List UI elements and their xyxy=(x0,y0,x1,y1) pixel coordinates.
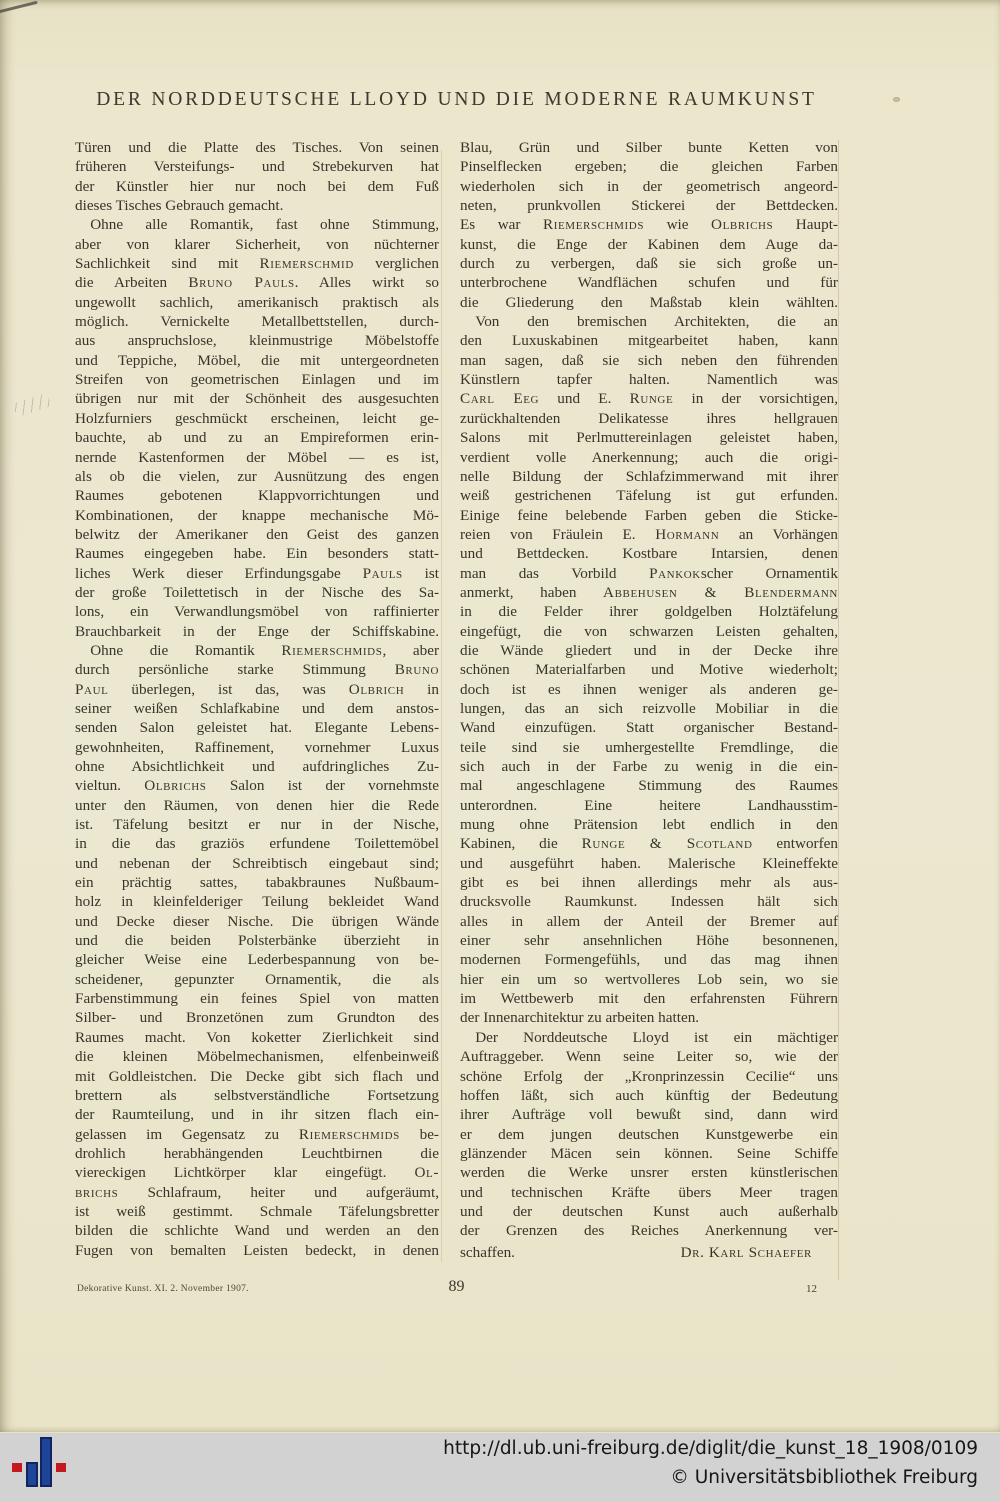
text-line: vieltun. Olbrichs Salon ist der vornehmste xyxy=(75,777,439,795)
text-line: ist. Täfelung besitzt er nur in der Nische, xyxy=(75,816,439,834)
text-line: der Raumteilung, und in ihr sitzen flach ein- xyxy=(75,1106,439,1124)
text-line: gibt es bei ihnen allerdings mehr als aus- xyxy=(460,874,838,892)
text-line: im Wettbewerb mit den erfahrensten Führern xyxy=(460,990,838,1008)
small-caps-name: Dr. Karl Schaefer xyxy=(680,1244,812,1261)
text-line: die kleinen Möbelmechanismen, elfenbeinweiß xyxy=(75,1048,439,1066)
logo-blue-bar-medium xyxy=(26,1462,38,1487)
small-caps-name: Riemerschmid xyxy=(259,255,354,273)
small-caps-name: Runge & Scotland xyxy=(581,835,753,853)
text-line: in die Felder ihrer goldgelben Holztäfelung xyxy=(460,603,838,621)
signature-text: schaffen. xyxy=(460,1244,515,1261)
text-line: und Teppiche, Möbel, die mit untergeordneten xyxy=(75,351,439,369)
text-line: schöne Erfolg der „Kronprinzessin Cecilie“ uns xyxy=(460,1067,838,1085)
text-line: drohlich herabhängenden Leuchtbirnen die xyxy=(75,1144,439,1162)
text-line: die Wände gliedert und in der Decke ihre xyxy=(460,641,838,659)
text-line: hier ein um so wertvolleres Lob sein, wo sie xyxy=(460,970,838,988)
text-line: werden die Werke unsrer ersten künstlerischen xyxy=(460,1164,838,1182)
text-line: und nebenan der Schreibtisch eingebaut sind; xyxy=(75,854,439,872)
text-line: Sachlichkeit sind mit Riemerschmid verglichen xyxy=(75,255,439,273)
small-caps-name: Bruno Pauls xyxy=(188,274,295,292)
small-caps-name: Hormann xyxy=(655,525,720,543)
copyright-notice: © Universitätsbibliothek Freiburg xyxy=(670,1467,978,1488)
text-line: unter den Räumen, von denen hier die Rede xyxy=(75,796,439,814)
text-line: Auftraggeber. Wenn seine Leiter so, wie der xyxy=(460,1048,838,1066)
page-title: DER NORDDEUTSCHE LLOYD UND DIE MODERNE RAUMKUNST xyxy=(96,89,817,110)
text-line: der Grenzen des Reiches Anerkennung ver- xyxy=(460,1222,838,1240)
text-line: in die das graziös erfundene Toilettemöbel xyxy=(75,835,439,853)
text-line: belwitz der Amerikaner den Geist des ganzen xyxy=(75,525,439,543)
text-line: Ohne alle Romantik, fast ohne Stimmung, xyxy=(75,216,439,234)
viewer-info-bar xyxy=(0,1432,1000,1502)
text-line: brichs Schlafraum, heiter und aufgeräumt, xyxy=(75,1183,439,1201)
text-line: Raumes macht. Von koketter Zierlichkeit sind xyxy=(75,1028,439,1046)
text-line: und Decke dieser Nische. Die übrigen Wände xyxy=(75,912,439,930)
pencil-mark-artifact xyxy=(13,393,52,417)
text-line: durch persönliche starke Stimmung Bruno xyxy=(75,661,439,679)
text-line: der Innenarchitektur zu arbeiten hatten. xyxy=(460,1009,700,1027)
text-line: wiederholen sich in der geometrisch angeord- xyxy=(460,177,838,195)
small-caps-name: Riemerschmids xyxy=(298,1125,400,1143)
small-caps-name: Pankok xyxy=(649,564,701,582)
text-line: drucksvolle Raumkunst. Indessen hält sich xyxy=(460,893,838,911)
text-line: kunst, die Enge der Kabinen dem Auge da- xyxy=(460,235,838,253)
small-caps-name: Pauls xyxy=(362,564,403,582)
text-line: ein prächtig sattes, tabakbraunes Nußbaum- xyxy=(75,874,439,892)
text-line: brettern als selbstverständliche Fortsetzung xyxy=(75,1086,439,1104)
text-line: Ohne die Romantik Riemerschmids, aber xyxy=(75,641,439,659)
text-line: weiß gestrichenen Täfelung ist gut erfunden. xyxy=(460,487,838,505)
small-caps-name: Paul xyxy=(75,680,109,698)
text-line: Salons mit Perlmuttereinlagen geleistet haben, xyxy=(460,429,838,447)
text-line: teile sind sie umhergestellte Fremdlinge, die xyxy=(460,738,838,756)
text-line: und technischen Kräfte übers Meer tragen xyxy=(460,1183,838,1201)
text-line: Kombinationen, der knappe mechanische Mö- xyxy=(75,506,439,524)
small-caps-name: brichs xyxy=(75,1183,119,1201)
text-line: Von den bremischen Architekten, die an xyxy=(460,313,838,331)
small-caps-name: Bruno xyxy=(394,661,439,679)
text-line: verdient volle Anerkennung; auch die origi- xyxy=(460,448,838,466)
text-line: Farbenstimmung ein feines Spiel von matten xyxy=(75,990,439,1008)
text-line: und die beiden Polsterbänke überzieht in xyxy=(75,932,439,950)
journal-imprint: Dekorative Kunst. XI. 2. November 1907. xyxy=(77,1284,249,1294)
text-line: Einige feine belebende Farben geben die Sticke- xyxy=(460,506,838,524)
small-caps-name: Runge xyxy=(629,390,674,408)
text-line: ist weiß gestimmt. Schmale Täfelungsbretter xyxy=(75,1202,439,1220)
text-line: mit Goldleistchen. Die Decke gibt sich flach und xyxy=(75,1067,439,1085)
text-line: schönen Materialfarben und Motive wiederholt; xyxy=(460,661,838,679)
text-line: seiner weißen Schlafkabine und dem anstos- xyxy=(75,699,439,717)
text-line: Holzfurniers geschmückt erscheinen, leicht ge- xyxy=(75,409,439,427)
text-line: Pinselflecken ergeben; die gleichen Farben xyxy=(460,158,838,176)
text-line: ungewollt sachlich, amerikanisch praktisch als xyxy=(75,293,439,311)
text-line: anmerkt, haben Abbehusen & Blendermann xyxy=(460,583,838,601)
paper-speck-artifact xyxy=(893,97,900,102)
text-line: eingefügt, die von schwarzen Leisten gehalten, xyxy=(460,622,838,640)
text-line: der große Toilettetisch in der Nische des Sa- xyxy=(75,583,439,601)
logo-red-square-right xyxy=(56,1463,66,1472)
text-line: ohne Absichtlichkeit und aufdringliches Zu- xyxy=(75,758,439,775)
text-line: Kabinen, die Runge & Scotland entworfen xyxy=(460,835,838,853)
text-line: unterordnen. Eine heitere Landhausstim- xyxy=(460,796,838,814)
text-line: reien von Fräulein E. Hormann an Vorhängen xyxy=(460,525,839,543)
text-line: hoffen läßt, sich auch künftig der Bedeutung xyxy=(460,1086,838,1104)
text-line: Paul überlegen, ist das, was Olbrich in xyxy=(75,680,439,698)
text-line: Es war Riemerschmids wie Olbrichs Haupt- xyxy=(460,216,838,234)
text-line: viereckigen Lichtkörper klar eingefügt. Ol- xyxy=(75,1164,439,1182)
text-line: die Gliederung den Maßstab klein wählten. xyxy=(460,293,838,311)
text-line: der Künstler hier nur noch bei dem Fuß xyxy=(75,177,439,195)
small-caps-name: Olbrichs xyxy=(711,216,774,234)
article-signature xyxy=(460,1243,838,1262)
text-line: ihrer Aufträge voll bewußt sind, dann wird xyxy=(460,1106,838,1124)
text-line: Türen und die Platte des Tisches. Von seinen xyxy=(75,139,439,156)
text-line: scheidener, gepunzter Ornamentik, die als xyxy=(75,970,439,988)
sheet-number: 12 xyxy=(806,1283,817,1295)
scan-crease-artifact xyxy=(0,1,38,15)
text-line: früheren Versteifungs- und Strebekurven hat xyxy=(75,158,439,176)
small-caps-name: Riemerschmids xyxy=(281,641,383,659)
text-line: Raumes gebotenen Klappvorrichtungen und xyxy=(75,487,439,505)
small-caps-name: Riemerschmids xyxy=(543,216,645,234)
text-line: Silber- und Bronzetönen zum Grundton des xyxy=(75,1009,439,1027)
text-line: und der deutschen Kunst auch außerhalb xyxy=(460,1202,838,1220)
text-line: durch zu verbergen, daß sie sich große un- xyxy=(460,255,838,273)
text-line: bauchte, ab und zu an Empireformen erin- xyxy=(75,429,439,447)
small-caps-name: Abbehusen & Blendermann xyxy=(603,583,838,601)
text-line: nelle Bildung der Schlafzimmerwand mit ihrer xyxy=(460,467,838,485)
text-line: modernen Formengefühls, und das mag ihnen xyxy=(460,951,838,969)
ub-freiburg-logo-icon xyxy=(0,1433,70,1502)
author-name xyxy=(681,1243,838,1262)
text-line: bilden die schlichte Wand und werden an den xyxy=(75,1222,439,1240)
text-line: Carl Eeg und E. Runge in der vorsichtigen, xyxy=(460,390,838,408)
text-line: Künstlern tapfer halten. Namentlich was xyxy=(460,371,838,389)
text-line: zurückhaltenden Delikatesse ihres hellgrauen xyxy=(460,409,838,427)
text-line: und Bettdecken. Kostbare Intarsien, denen xyxy=(460,545,838,563)
text-line: gelassen im Gegensatz zu Riemerschmids be- xyxy=(75,1125,439,1143)
text-line: den Luxuskabinen mitgearbeitet haben, kann xyxy=(460,332,838,350)
text-line: man das Vorbild Pankokscher Ornamentik xyxy=(460,564,838,582)
text-line: nernde Kastenformen der Möbel — es ist, xyxy=(75,448,439,466)
text-line: Fugen von bemalten Leisten bedeckt, in denen xyxy=(75,1241,439,1259)
text-line: unterbrochene Wandflächen schufen und für xyxy=(460,274,838,292)
text-line: die Arbeiten Bruno Pauls. Alles wirkt so xyxy=(75,274,439,292)
small-caps-name: Olbrichs xyxy=(144,777,207,795)
text-line: gleicher Weise eine Lederbespannung von be- xyxy=(75,951,439,969)
text-line: Brauchbarkeit in der Enge der Schiffskabine. xyxy=(75,622,439,640)
text-line: lons, ein Verwandlungsmöbel von raffinierter xyxy=(75,603,439,621)
logo-blue-bar-tall xyxy=(40,1437,52,1487)
text-line: glänzender Mäcen sein können. Seine Schiffe xyxy=(460,1144,838,1162)
text-line: lungen, das an sich reizvolle Mobiliar in die xyxy=(460,699,838,717)
text-line: liches Werk dieser Erfindungsgabe Pauls ist xyxy=(75,564,439,582)
text-line: übrigen nur mit der Schönheit des ausgesuchten xyxy=(75,390,439,408)
text-line: dieses Tisches Gebrauch gemacht. xyxy=(75,197,284,215)
text-line: und ausgeführt haben. Malerische Kleineffekte xyxy=(460,854,838,872)
text-column-left xyxy=(75,138,439,1260)
text-line: gewohnheiten, Raffinement, vornehmer Luxus xyxy=(75,738,439,756)
text-line: man sagen, daß sie sich neben den führenden xyxy=(460,351,838,369)
text-line: Raumes eingegeben habe. Ein besonders statt- xyxy=(75,545,439,563)
small-caps-name: Ol- xyxy=(414,1164,439,1182)
text-line: aus anspruchslose, kleinmustrige Möbelstoffe xyxy=(75,332,439,350)
text-line: einer sehr ansehnlichen Höhe besonnenen, xyxy=(460,932,838,950)
text-line: möglich. Vernickelte Metallbettstellen, durch- xyxy=(75,313,439,331)
small-caps-name: Carl Eeg xyxy=(460,390,540,408)
text-column-right xyxy=(460,138,838,1241)
right-margin-line xyxy=(838,140,839,1280)
text-line: er dem jungen deutschen Kunstgewerbe ein xyxy=(460,1125,838,1143)
text-line: Der Norddeutsche Lloyd ist ein mächtiger xyxy=(460,1028,838,1046)
text-line: Blau, Grün und Silber bunte Ketten von xyxy=(460,139,838,156)
text-line: alles in allem der Anteil der Bremer auf xyxy=(460,912,838,930)
page-number: 89 xyxy=(448,1278,465,1295)
text-line: als ob die vielen, zur Ausnützung des engen xyxy=(75,467,439,485)
small-caps-name: Olbrich xyxy=(348,680,405,698)
text-line: mung ohne Prätension lebt endlich in den xyxy=(460,816,838,834)
logo-red-square-left xyxy=(12,1463,22,1472)
text-line: senden Salon geleistet hat. Elegante Lebens- xyxy=(75,719,439,737)
text-line: holz in kleinfelderiger Teilung bekleidet Wand xyxy=(75,893,439,911)
text-line: Streifen von geometrischen Einlagen und im xyxy=(75,371,439,389)
text-line: Wand einzufügen. Statt organischer Bestand- xyxy=(460,719,838,737)
text-line: mal angeschlagene Stimmung des Raumes xyxy=(460,777,838,795)
text-line: neten, prunkvollen Stickerei der Bettdecken. xyxy=(460,197,838,215)
text-line: aber von klarer Sicherheit, von nüchterner xyxy=(75,235,439,253)
document-url: http://dl.ub.uni-freiburg.de/diglit/die_kunst_18_1908/0109 xyxy=(443,1438,978,1459)
text-line: sich auch in der Farbe zu wenig in die ein- xyxy=(460,758,838,775)
column-divider-line xyxy=(441,150,442,1262)
text-line: doch ist es ihnen weniger als anderen ge- xyxy=(460,680,838,698)
